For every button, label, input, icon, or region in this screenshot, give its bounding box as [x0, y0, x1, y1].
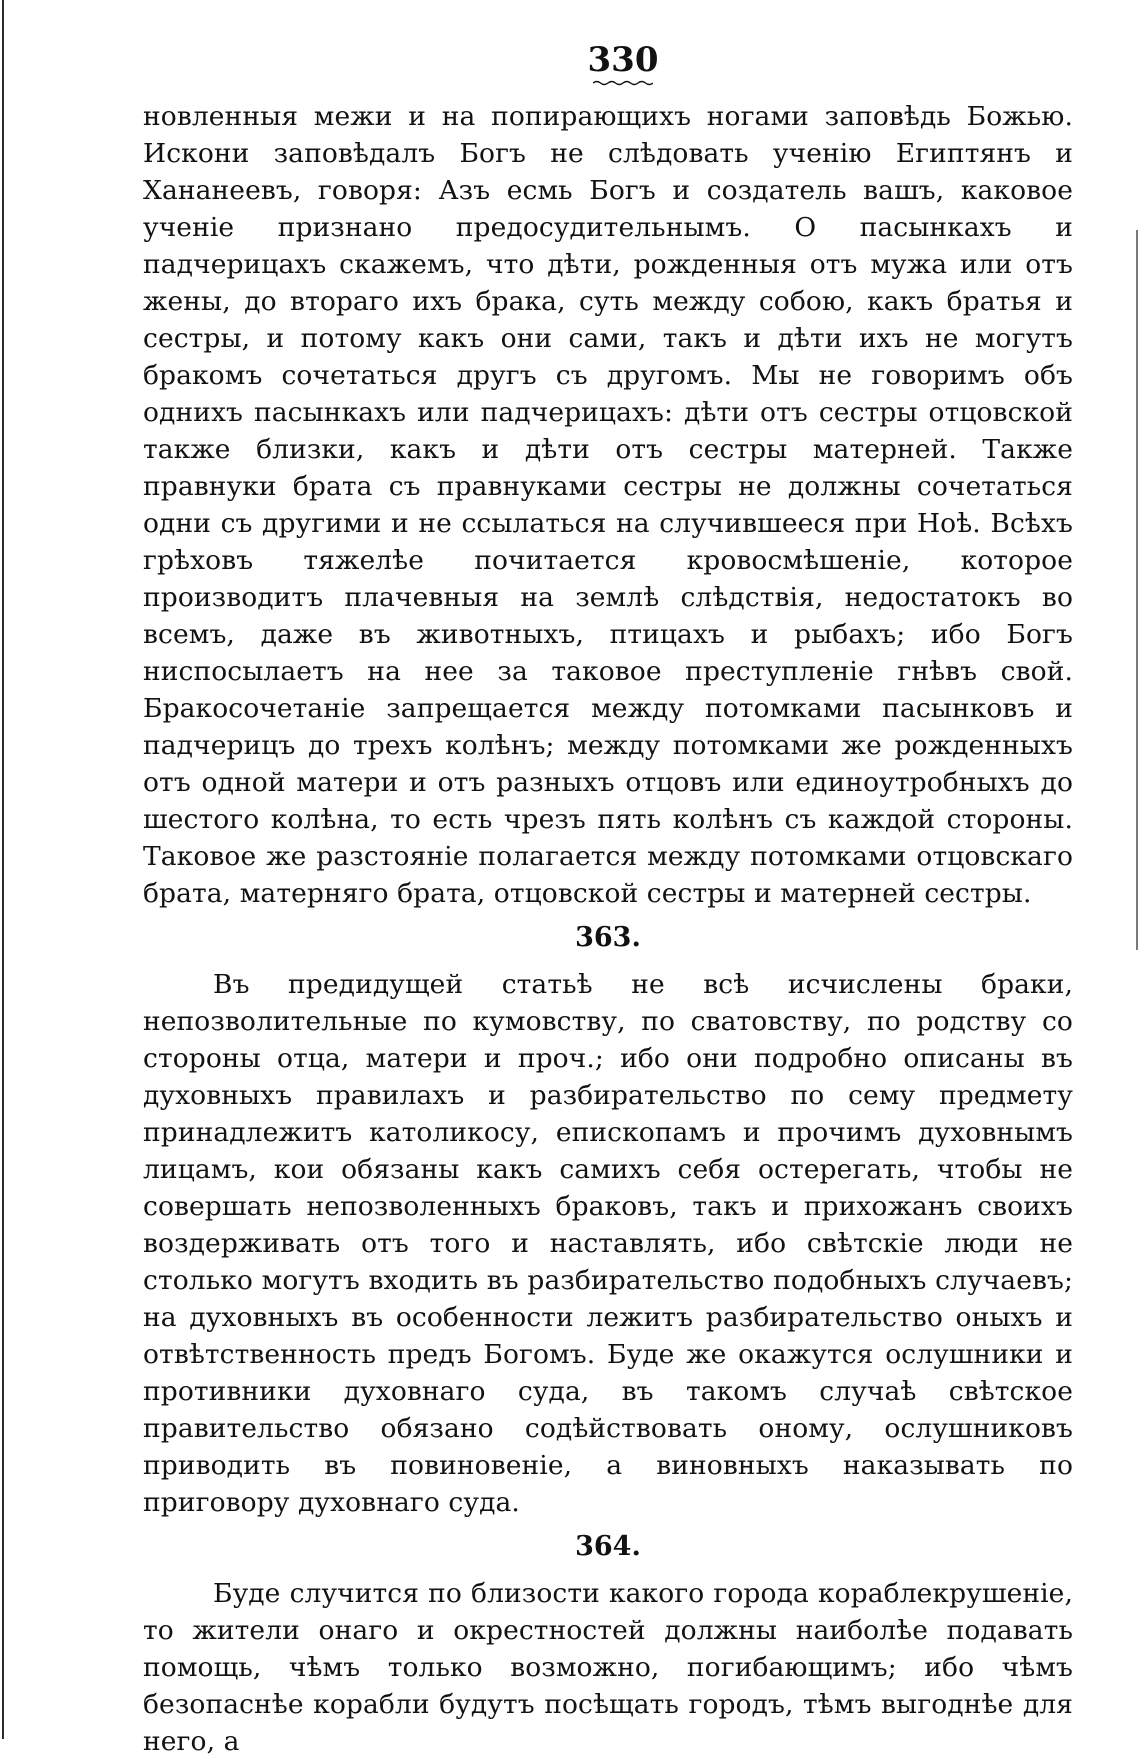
- scan-edge-right: [1136, 230, 1138, 950]
- page-number-ornament: [593, 80, 653, 86]
- paragraph-continuation: новленныя межи и на попирающихъ ногами заповѣдь Божью. Искони заповѣдалъ Богъ не слѣдовать ученію Египтянъ и Хананеевъ, говоря: Азъ есмь Богъ и создатель вашъ, каковое ученіе признано предосудительнымъ. О пасынкахъ и падчерицахъ скажемъ, что дѣти, рожденныя отъ мужа или отъ жены, до втораго ихъ брака, суть между собою, какъ братья и сестры, и потому какъ они сами, такъ и дѣти ихъ не могутъ бракомъ сочетаться другъ съ другомъ. Мы не говоримъ объ однихъ пасынкахъ или падчерицахъ: дѣти отъ сестры отцовской также близки, какъ и дѣти отъ сестры матерней. Также правнуки брата съ правнуками сестры не должны сочетаться одни съ другими и не ссылаться на случившееся при Ноѣ. Всѣхъ грѣховъ тяжелѣе почитается кровосмѣшеніе, которое производитъ плачевныя на землѣ слѣдствія, недостатокъ во всемъ, даже въ животныхъ, птицахъ и рыбахъ; ибо Богъ ниспосылаетъ на нее за таковое преступленіе гнѣвъ свой. Бракосочетаніе запрещается между потомками пасынковъ и падчерицъ до трехъ колѣнъ; между потомками же рожденныхъ отъ одной матери и отъ разныхъ отцовъ или единоутробныхъ до шестого колѣна, то есть чрезъ пять колѣнъ съ каждой стороны. Таковое же разстояніе полагается между потомками отцовскаго брата, матерняго брата, отцовской сестры и матерней сестры.: [143, 101, 1073, 909]
- scan-edge-left: [2, 0, 4, 1739]
- paragraph-section-363: Въ предидущей статьѣ не всѣ исчислены браки, непозволительные по кумовству, по сватовству, по родству со стороны отца, матери и проч.; ибо они подробно описаны въ духовныхъ правилахъ и разбирательство по сему предмету принадлежитъ католикосу, епископамъ и прочимъ духовнымъ лицамъ, кои обязаны какъ самихъ себя остерегать, чтобы не совершать непозволенныхъ браковъ, такъ и прихожанъ своихъ воздерживать отъ того и наставлять, ибо свѣтскіе люди не столько могутъ входить въ разбирательство подобныхъ случаевъ; на духовныхъ въ особенности лежитъ разбирательство оныхъ и отвѣтственность предъ Богомъ. Буде же окажутся ослушники и противники духовнаго суда, въ такомъ случаѣ свѣтское правительство обязано содѣйствовать оному, ослушниковъ приводить въ повиновеніе, а виновныхъ наказывать по приговору духовнаго суда.: [143, 969, 1073, 1518]
- book-page: [143, 40, 1073, 1760]
- paragraph-section-364: Буде случится по близости какого города кораблекрушеніе, то жители онаго и окрестностей должны наиболѣе подавать помощь, чѣмъ только возможно, погибающимъ; ибо чѣмъ безопаснѣе корабли будутъ посѣщать городъ, тѣмъ выгоднѣе для него, а: [143, 1578, 1073, 1757]
- page-number: 330: [587, 40, 659, 80]
- section-number-364: 364.: [575, 1531, 641, 1562]
- section-number-363: 363.: [575, 922, 641, 953]
